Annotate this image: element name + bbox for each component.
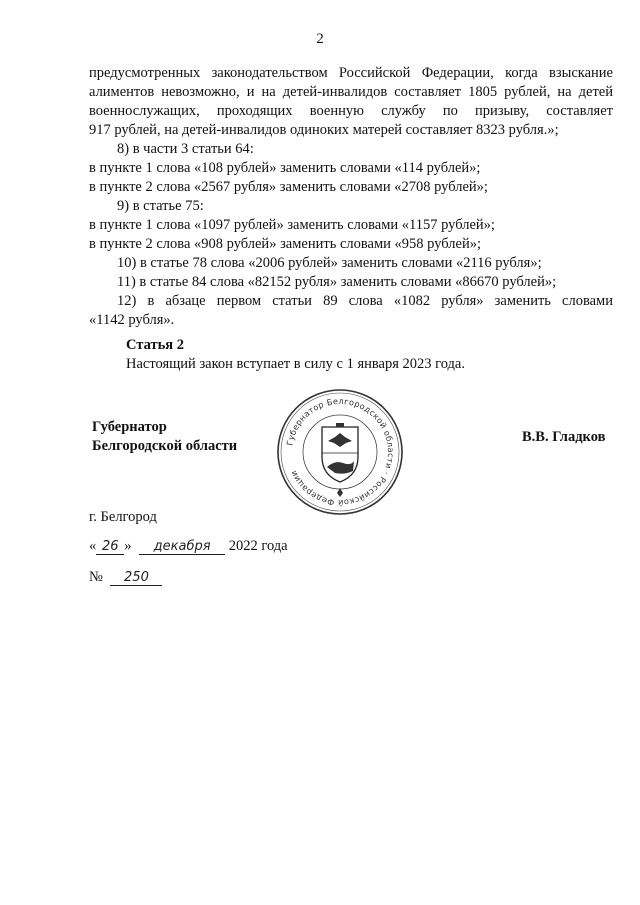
coat-of-arms-icon bbox=[322, 423, 358, 482]
body-line: 8) в части 3 статьи 64: bbox=[117, 141, 254, 157]
signing-date bbox=[89, 538, 288, 555]
seal-star-icon bbox=[337, 488, 343, 497]
date-close-quote: » bbox=[124, 538, 132, 554]
page-number: 2 bbox=[316, 31, 324, 47]
number-value: 250 bbox=[110, 570, 162, 586]
place-of-signing: г. Белгород bbox=[89, 509, 157, 525]
date-day: 26 bbox=[96, 539, 124, 555]
body-line: «1142 рубля». bbox=[89, 312, 175, 328]
body-line: в пункте 1 слова «108 рублей» заменить словами «114 рублей»; bbox=[89, 160, 481, 176]
body-line: 10) в статье 78 слова «2006 рублей» заменить словами «2116 рубля»; bbox=[117, 255, 542, 271]
signatory-title bbox=[92, 418, 237, 456]
date-open-quote: « bbox=[89, 538, 97, 554]
body-line: 11) в статье 84 слова «82152 рубля» заменить словами «86670 рублей»; bbox=[117, 274, 557, 290]
body-line: предусмотренных законодательством Российской Федерации, когда взыскание bbox=[89, 65, 613, 81]
body-line: в пункте 2 слова «2567 рубля» заменить словами «2708 рублей»; bbox=[89, 179, 488, 195]
article-text: Настоящий закон вступает в силу с 1 января 2023 года. bbox=[126, 356, 465, 372]
document-body bbox=[89, 64, 613, 330]
body-line: военнослужащих, проходящих военную службу по призыву, составляет bbox=[89, 103, 613, 119]
body-line: 9) в статье 75: bbox=[117, 198, 204, 214]
signatory-title-line-2: Белгородской области bbox=[92, 438, 238, 454]
signatory-name: В.В. Гладков bbox=[522, 429, 606, 445]
date-month: декабря bbox=[139, 539, 225, 555]
signatory-title-line-1: Губернатор bbox=[92, 419, 167, 435]
article-2 bbox=[126, 336, 465, 374]
article-heading: Статья 2 bbox=[126, 337, 184, 353]
number-label: № bbox=[89, 569, 103, 585]
body-line: в пункте 1 слова «1097 рублей» заменить словами «1157 рублей»; bbox=[89, 217, 495, 233]
body-line: алиментов невозможно, и на детей-инвалидов составляет 1805 рублей, на детей bbox=[89, 84, 613, 100]
body-line: 917 рублей, на детей-инвалидов одиноких матерей составляет 8323 рубля.»; bbox=[89, 122, 559, 138]
document-number bbox=[89, 569, 162, 586]
date-year: 2022 года bbox=[228, 538, 288, 554]
official-seal bbox=[275, 387, 405, 517]
body-line: в пункте 2 слова «908 рублей» заменить словами «958 рублей»; bbox=[89, 236, 481, 252]
seal-ring-text: Губернатор Белгородской области · Российской Федерации bbox=[284, 395, 397, 509]
body-line: 12) в абзаце первом статьи 89 слова «1082 рубля» заменить словами bbox=[117, 293, 613, 309]
